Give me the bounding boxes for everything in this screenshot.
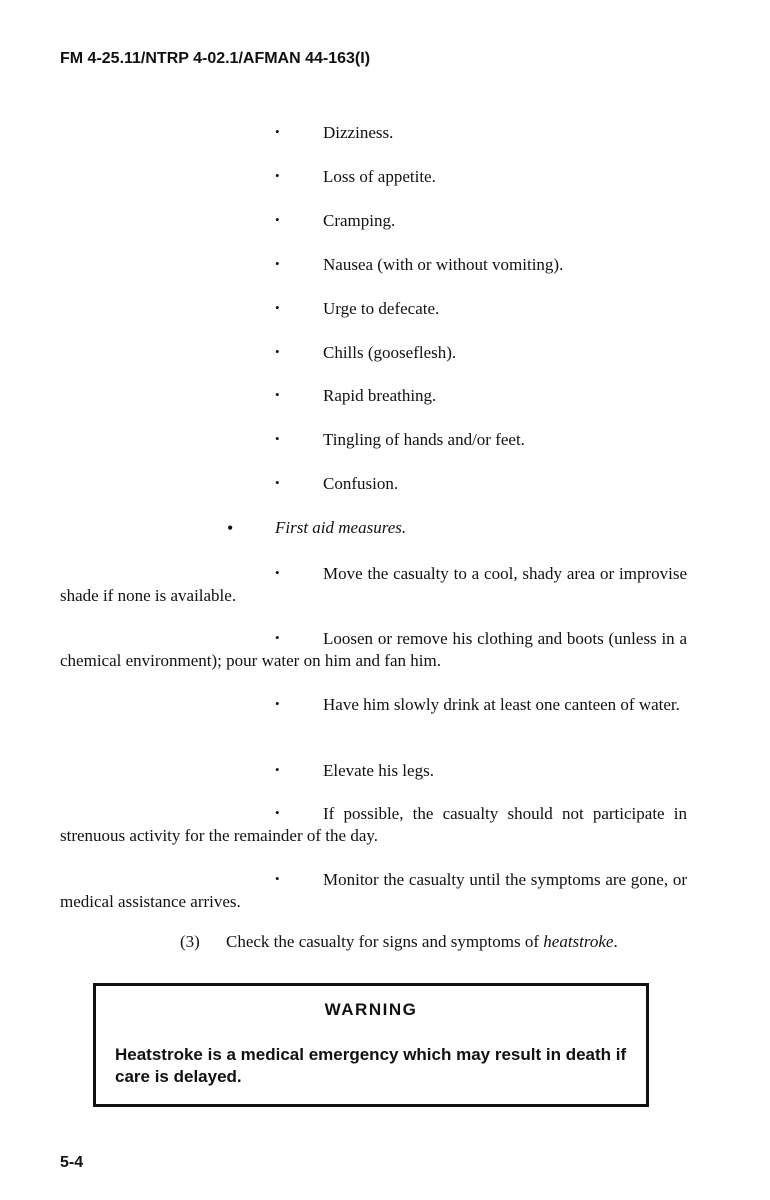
bullet-icon: • — [275, 871, 280, 886]
warning-title: WARNING — [324, 1000, 418, 1019]
bullet-icon: • — [275, 565, 280, 580]
step-3: (3) Check the casualty for signs and symptoms of heatstroke. — [180, 932, 618, 951]
page-number: 5-4 — [60, 1154, 84, 1171]
first-aid-measure: • Monitor the casualty until the symptoms are gone, or medical assistance arrives. — [60, 870, 687, 911]
bullet-icon: • — [275, 344, 280, 359]
bullet-icon: • — [275, 168, 280, 183]
bullet-icon: • — [275, 475, 280, 490]
bullet-icon: • — [275, 387, 280, 402]
bullet-icon: • — [275, 431, 280, 446]
bullet-icon: • — [275, 630, 280, 645]
first-aid-measure: • If possible, the casualty should not participate in strenuous activity for the remainder of the day. — [60, 804, 687, 845]
first-aid-measure: • Elevate his legs. — [275, 761, 434, 780]
first-aid-measure: • Loosen or remove his clothing and boots (unless in a chemical environment); pour water on him and fan him. — [60, 629, 687, 670]
warning-box — [93, 983, 649, 1107]
bullet-icon: • — [275, 762, 280, 777]
first-aid-measure: • Have him slowly drink at least one canteen of water. — [275, 695, 680, 714]
bullet-icon: • — [227, 518, 234, 538]
document-header: FM 4-25.11/NTRP 4-02.1/AFMAN 44-163(I) — [60, 50, 371, 67]
heatstroke-term: heatstroke — [543, 932, 614, 951]
bullet-icon: • — [275, 300, 280, 315]
first-aid-measure: • Move the casualty to a cool, shady area or improvise shade if none is available. — [60, 564, 687, 605]
bullet-icon: • — [275, 124, 280, 139]
warning-text: Heatstroke is a medical emergency which may result in death if care is delayed. — [115, 1045, 627, 1086]
bullet-icon: • — [275, 212, 280, 227]
bullet-icon: • — [275, 696, 280, 711]
bullet-icon: • — [275, 256, 280, 271]
bullet-icon: • — [275, 805, 280, 820]
